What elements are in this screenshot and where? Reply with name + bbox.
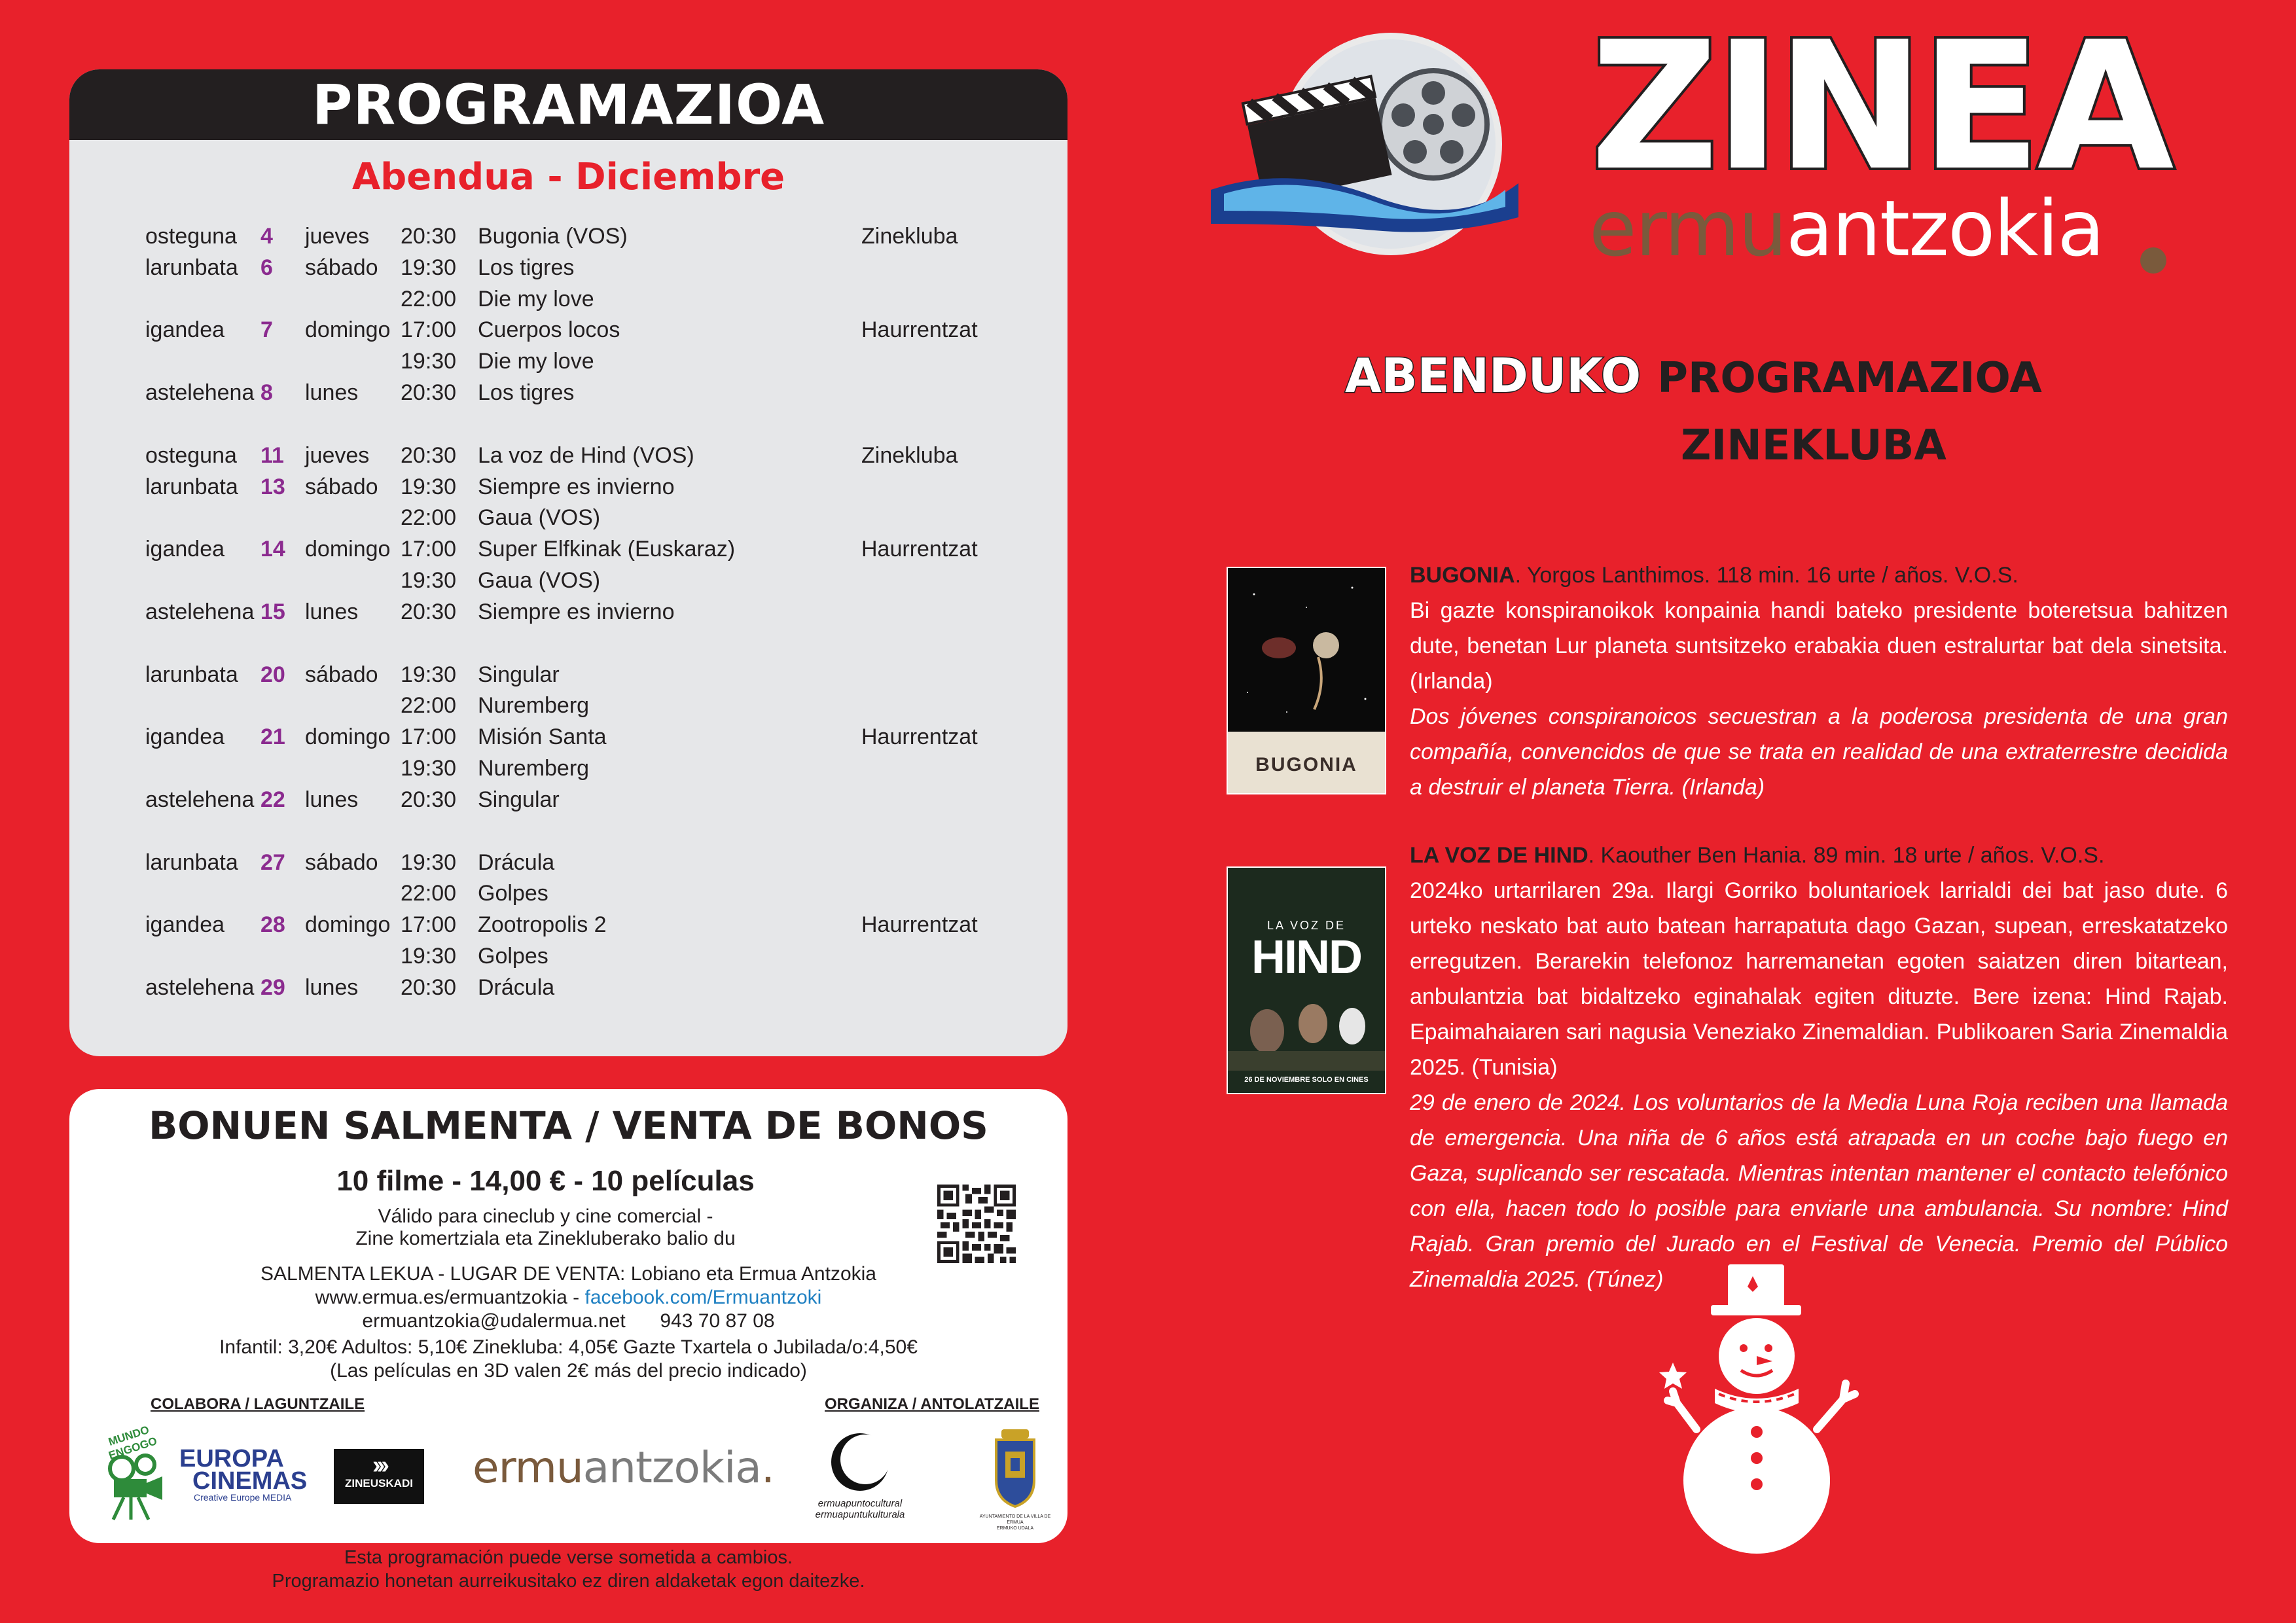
schedule-row	[145, 284, 1049, 315]
hind-poster-line3: 26 DE NOVIEMBRE SOLO EN CINES	[1244, 1076, 1369, 1084]
hind-poster-line1: LA VOZ DE	[1266, 919, 1346, 932]
day-number: 27	[260, 849, 285, 875]
show-time: 20:30	[401, 224, 457, 249]
schedule-row	[145, 315, 1049, 346]
film-title: Cuerpos locos	[478, 317, 620, 343]
day-es: jueves	[305, 442, 370, 468]
film-note: Haurrentzat	[861, 724, 978, 750]
creative-europe-text: Creative Europe MEDIA	[194, 1492, 292, 1503]
film-title: Singular	[478, 787, 560, 812]
day-es: sábado	[305, 662, 378, 687]
film-note: Haurrentzat	[861, 912, 978, 938]
web-link[interactable]: www.ermua.es/ermuantzokia -	[315, 1287, 580, 1308]
phone-number: 943 70 87 08	[660, 1310, 775, 1332]
day-number: 20	[260, 662, 285, 687]
day-eu: larunbata	[145, 849, 238, 875]
cinemas-text: CINEMAS	[192, 1467, 308, 1495]
schedule-gap	[145, 409, 1049, 440]
facebook-link[interactable]: facebook.com/Ermuantzoki	[584, 1287, 822, 1308]
film-title: Los tigres	[478, 255, 575, 280]
bonos-lugar: SALMENTA LEKUA - LUGAR DE VENTA: Lobiano eta Ermua Antzokia	[260, 1263, 876, 1285]
schedule-header	[69, 69, 1067, 140]
film-note: Haurrentzat	[861, 317, 978, 343]
schedule-row	[145, 534, 1049, 565]
schedule-row	[145, 660, 1049, 691]
brand-ermuantzokia	[1589, 183, 2104, 274]
schedule-row	[145, 847, 1049, 879]
schedule-row	[145, 597, 1049, 628]
show-time: 17:00	[401, 537, 457, 562]
bugonia-heading	[1410, 558, 2228, 593]
film-title: Bugonia (VOS)	[478, 224, 628, 249]
film-reel-clapperboard-icon	[1211, 26, 1518, 275]
bonos-title: BONUEN SALMENTA / VENTA DE BONOS	[149, 1103, 988, 1148]
ayto-text-2: ERMUKO UDALA	[996, 1526, 1033, 1531]
schedule-row	[145, 440, 1049, 472]
day-number: 11	[260, 442, 284, 468]
hind-title: LA VOZ DE HIND	[1410, 843, 1588, 868]
show-time: 20:30	[401, 599, 457, 624]
film-note: Haurrentzat	[861, 537, 978, 562]
film-title: Drácula	[478, 974, 555, 1000]
schedule-row	[145, 472, 1049, 503]
hind-synopsis-es: 29 de enero de 2024. Los voluntarios de la Media Luna Roja reciben una llamada de emergencia. Una niña de 6 años está atrapada en un coche bajo fuego en Gaza, suplicando ser rescatada. Mientras intentan mantener el contacto telefónico con ella, hacen todo lo posible para enviarle una ambulancia. Su nombre: Hind Rajab. Gran premio del Jurado en el Festival de Venecia. Premio del Público Zinemaldia 2025. (Túnez)	[1410, 1090, 2228, 1292]
film-title: Nuremberg	[478, 755, 590, 781]
brand-zinea: ZINEA	[1590, 3, 2170, 209]
qr-code-icon	[937, 1185, 1016, 1263]
show-time: 20:30	[401, 974, 457, 1000]
show-time: 17:00	[401, 317, 457, 343]
day-number: 8	[260, 380, 273, 405]
film-title: Gaua (VOS)	[478, 505, 601, 531]
day-number: 21	[260, 724, 285, 750]
zineuskadi-text: ZINEUSKADI	[345, 1477, 413, 1489]
film-bugonia	[1410, 558, 2228, 805]
schedule-row	[145, 941, 1049, 972]
film-logo	[1211, 26, 1518, 275]
day-eu: larunbata	[145, 474, 238, 499]
footer-disclaimer-eu: Programazio honetan aurreikusitako ez diren aldaketak egon daitezke.	[272, 1571, 865, 1592]
colabora-label: COLABORA / LAGUNTZAILE	[151, 1395, 365, 1413]
day-es: domingo	[305, 724, 391, 750]
day-eu: osteguna	[145, 224, 237, 249]
show-time: 20:30	[401, 442, 457, 468]
schedule-row	[145, 878, 1049, 910]
day-es: sábado	[305, 474, 378, 499]
note-3d: (Las películas en 3D valen 2€ más del precio indicado)	[330, 1360, 807, 1382]
day-es: jueves	[305, 224, 370, 249]
schedule-row	[145, 690, 1049, 722]
film-title: Siempre es invierno	[478, 599, 675, 624]
day-es: domingo	[305, 317, 391, 343]
show-time: 19:30	[401, 849, 457, 875]
film-title: Die my love	[478, 286, 594, 312]
day-es: lunes	[305, 380, 359, 405]
film-title: Die my love	[478, 349, 594, 374]
hind-heading	[1410, 838, 2228, 873]
bonos-contact-line	[69, 1310, 1067, 1332]
film-title: La voz de Hind (VOS)	[478, 442, 694, 468]
schedule-table	[145, 221, 1049, 1004]
bugonia-poster-title: BUGONIA	[1255, 754, 1357, 776]
bugonia-synopsis-es: Dos jóvenes conspiranoicos secuestran a la poderosa presidenta de una gran compañía, convencidos de que se trata en realidad de una extraterrestre decidida a destruir el planeta Tierra. (Irlanda)	[1410, 704, 2228, 800]
schedule-row	[145, 785, 1049, 816]
schedule-gap	[145, 816, 1049, 847]
day-es: lunes	[305, 787, 359, 812]
schedule-row	[145, 346, 1049, 378]
show-time: 17:00	[401, 724, 457, 750]
bugonia-poster-art	[1228, 568, 1385, 732]
bugonia-title: BUGONIA	[1410, 563, 1515, 588]
hind-meta: . Kaouther Ben Hania. 89 min. 18 urte / años. V.O.S.	[1588, 843, 2105, 868]
schedule-row	[145, 253, 1049, 284]
show-time: 22:00	[401, 505, 457, 531]
day-es: lunes	[305, 974, 359, 1000]
day-eu: astelehena	[145, 787, 255, 812]
day-eu: igandea	[145, 537, 225, 562]
film-title: Los tigres	[478, 380, 575, 405]
film-title: Gaua (VOS)	[478, 567, 601, 593]
bugonia-synopsis-eu: Bi gazte konspiranoikok konpainia handi bateko presidente boteretsua bahitzen dute, benetan Lur planeta suntsitzeko erabakia duen estralurtar bat dela sinetsita. (Irlanda)	[1410, 598, 2228, 694]
day-number: 28	[260, 912, 285, 938]
day-eu: astelehena	[145, 599, 255, 624]
film-title: Nuremberg	[478, 693, 590, 719]
schedule-row	[145, 503, 1049, 534]
mundo-logo-text: MUNDO ENGOGO	[107, 1423, 159, 1462]
show-time: 22:00	[401, 881, 457, 906]
hind-poster-art	[1228, 992, 1385, 1071]
schedule-gap	[145, 628, 1049, 660]
day-eu: astelehena	[145, 974, 255, 1000]
moon-icon	[814, 1429, 906, 1495]
show-time: 19:30	[401, 255, 457, 280]
day-number: 7	[260, 317, 273, 343]
day-number: 14	[260, 537, 285, 562]
film-title: Golpes	[478, 943, 548, 969]
film-title: Super Elfkinak (Euskaraz)	[478, 537, 736, 562]
schedule-row	[145, 565, 1049, 597]
film-title: Golpes	[478, 881, 548, 906]
heading-zinekluba: ZINEKLUBA	[1681, 421, 1946, 470]
day-es: lunes	[305, 599, 359, 624]
day-number: 15	[260, 599, 285, 624]
day-es: domingo	[305, 537, 391, 562]
day-number: 13	[260, 474, 285, 499]
schedule-row	[145, 378, 1049, 409]
mundo-logo	[88, 1423, 173, 1521]
day-es: domingo	[305, 912, 391, 938]
schedule-row	[145, 221, 1049, 253]
schedule-title: PROGRAMAZIOA	[312, 73, 825, 137]
europa-cinemas-logo	[179, 1445, 310, 1503]
film-note: Zinekluba	[861, 442, 958, 468]
hind-synopsis-eu: 2024ko urtarrilaren 29a. Ilargi Gorriko boluntarioek larrialdi dei bat jaso dute. 6 urteko neskato bat auto batean harrapatuta dago Gazan, supean, erreskatatzeko erregutzen. Berarekin telefonoz harremanetan egoten saiatzen diren bitartean, anbulantzia bat bidaltzeko eginahalak egiten dituzte. Bere izena: Hind Rajab. Epaimahaiaren sari nagusia Veneziako Zinemaldian. Publikoaren Saria Zinemaldia 2025. (Tunisia)	[1410, 878, 2228, 1080]
ticket-prices: Infantil: 3,20€ Adultos: 5,10€ Zinekluba: 4,05€ Gazte Txartela o Jubilada/o:4,50€	[219, 1336, 918, 1358]
bonos-price: 10 filme - 14,00 € - 10 películas	[336, 1165, 755, 1197]
show-time: 22:00	[401, 286, 457, 312]
ermuantzokia-logo: ermuantzokia.	[473, 1442, 774, 1493]
schedule-row	[145, 972, 1049, 1004]
bugonia-meta: . Yorgos Lanthimos. 118 min. 16 urte / años. V.O.S.	[1515, 563, 2018, 588]
show-time: 19:30	[401, 662, 457, 687]
heading-abenduko: ABENDUKO	[1345, 348, 1641, 403]
film-title: Siempre es invierno	[478, 474, 675, 499]
bonos-valid-eu: Zine komertziala eta Zinekluberako balio du	[355, 1228, 736, 1249]
zineuskadi-logo	[334, 1449, 424, 1504]
punto-text-2: ermuapuntukulturala	[815, 1509, 905, 1520]
brand-ermu-b: antzokia	[1785, 183, 2104, 274]
film-hind	[1410, 838, 2228, 1297]
day-eu: igandea	[145, 724, 225, 750]
day-eu: igandea	[145, 317, 225, 343]
section-heading	[1345, 348, 2042, 403]
hind-poster	[1227, 866, 1386, 1094]
show-time: 19:30	[401, 755, 457, 781]
day-es: sábado	[305, 849, 378, 875]
show-time: 19:30	[401, 474, 457, 499]
film-title: Zootropolis 2	[478, 912, 607, 938]
ayto-text-1: AYUNTAMIENTO DE LA VILLA DE ERMUA	[979, 1514, 1051, 1525]
heading-programazioa: PROGRAMAZIOA	[1657, 354, 2042, 402]
bonos-panel	[69, 1089, 1067, 1543]
bonos-valid-es: Válido para cineclub y cine comercial -	[378, 1205, 713, 1227]
ayuntamiento-logo	[973, 1425, 1058, 1531]
ermu-logo-a: ermu	[473, 1442, 583, 1493]
coat-of-arms-icon	[973, 1425, 1058, 1510]
day-number: 22	[260, 787, 285, 812]
show-time: 19:30	[401, 567, 457, 593]
day-es: sábado	[305, 255, 378, 280]
show-time: 19:30	[401, 943, 457, 969]
show-time: 17:00	[401, 912, 457, 938]
ermu-logo-b: antzokia	[583, 1442, 761, 1493]
show-time: 20:30	[401, 787, 457, 812]
schedule-panel	[69, 69, 1067, 1056]
day-eu: larunbata	[145, 255, 238, 280]
brand-ermu-a: ermu	[1589, 183, 1786, 274]
film-title: Misión Santa	[478, 724, 607, 750]
organiza-label: ORGANIZA / ANTOLATZAILE	[825, 1395, 1039, 1413]
film-title: Singular	[478, 662, 560, 687]
schedule-row	[145, 722, 1049, 753]
film-note: Zinekluba	[861, 224, 958, 249]
day-number: 4	[260, 224, 273, 249]
day-number: 6	[260, 255, 273, 280]
schedule-subtitle: Abendua - Diciembre	[351, 156, 785, 198]
brand-dot	[2140, 247, 2166, 274]
film-title: Drácula	[478, 849, 555, 875]
snowman-icon	[1656, 1258, 1878, 1565]
bugonia-poster	[1227, 567, 1386, 794]
punto-text-1: ermuapuntocultural	[817, 1498, 903, 1509]
day-eu: osteguna	[145, 442, 237, 468]
bonos-web-line	[69, 1287, 1067, 1309]
ermua-punto-cultural-logo	[814, 1429, 906, 1520]
hind-poster-line2: HIND	[1251, 931, 1361, 984]
schedule-row	[145, 753, 1049, 785]
schedule-row	[145, 910, 1049, 941]
show-time: 19:30	[401, 349, 457, 374]
day-number: 29	[260, 974, 285, 1000]
day-eu: astelehena	[145, 380, 255, 405]
day-eu: larunbata	[145, 662, 238, 687]
europa-text: EUROPA	[179, 1445, 284, 1472]
footer-disclaimer-es: Esta programación puede verse sometida a cambios.	[344, 1547, 793, 1568]
show-time: 22:00	[401, 693, 457, 719]
day-eu: igandea	[145, 912, 225, 938]
email-link[interactable]: ermuantzokia@udalermua.net	[362, 1310, 626, 1332]
forward-icon: ›››	[372, 1452, 386, 1479]
show-time: 20:30	[401, 380, 457, 405]
